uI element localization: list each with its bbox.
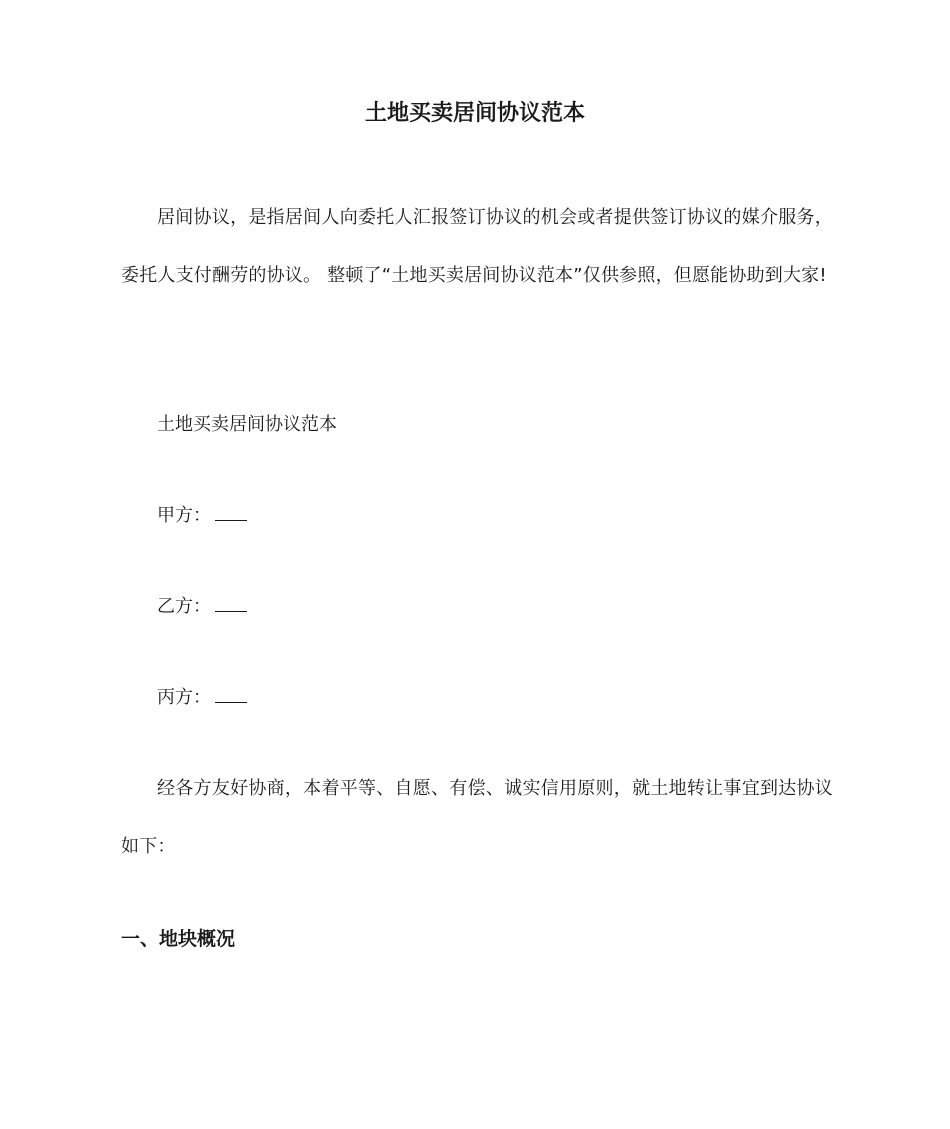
party-a-line xyxy=(157,501,247,531)
party-a-label: 甲方： xyxy=(157,505,211,526)
section-1-heading: 一、地块概况 xyxy=(121,928,236,950)
party-c-label: 丙方： xyxy=(157,687,211,708)
agreement-paragraph: 经各方友好协商，本着平等、自愿、有偿、诚实信用原则，就土地转让事宜到达协议如下： xyxy=(121,778,833,857)
intro-paragraph: 居间协议，是指居间人向委托人汇报签订协议的机会或者提供签订协议的媒介服务，委托人支付酬劳的协议。 整顿了“土地买卖居间协议范本”仅供参照，但愿能协助到大家! xyxy=(121,207,833,286)
party-a-blank xyxy=(215,502,247,521)
document-title: 土地买卖居间协议范本 xyxy=(364,101,585,126)
party-b-label: 乙方： xyxy=(157,596,211,617)
party-c-blank xyxy=(215,684,247,703)
party-b-line xyxy=(157,592,247,622)
party-b-blank xyxy=(215,593,247,612)
contract-subtitle: 土地买卖居间协议范本 xyxy=(157,414,337,435)
party-c-line xyxy=(157,683,247,713)
